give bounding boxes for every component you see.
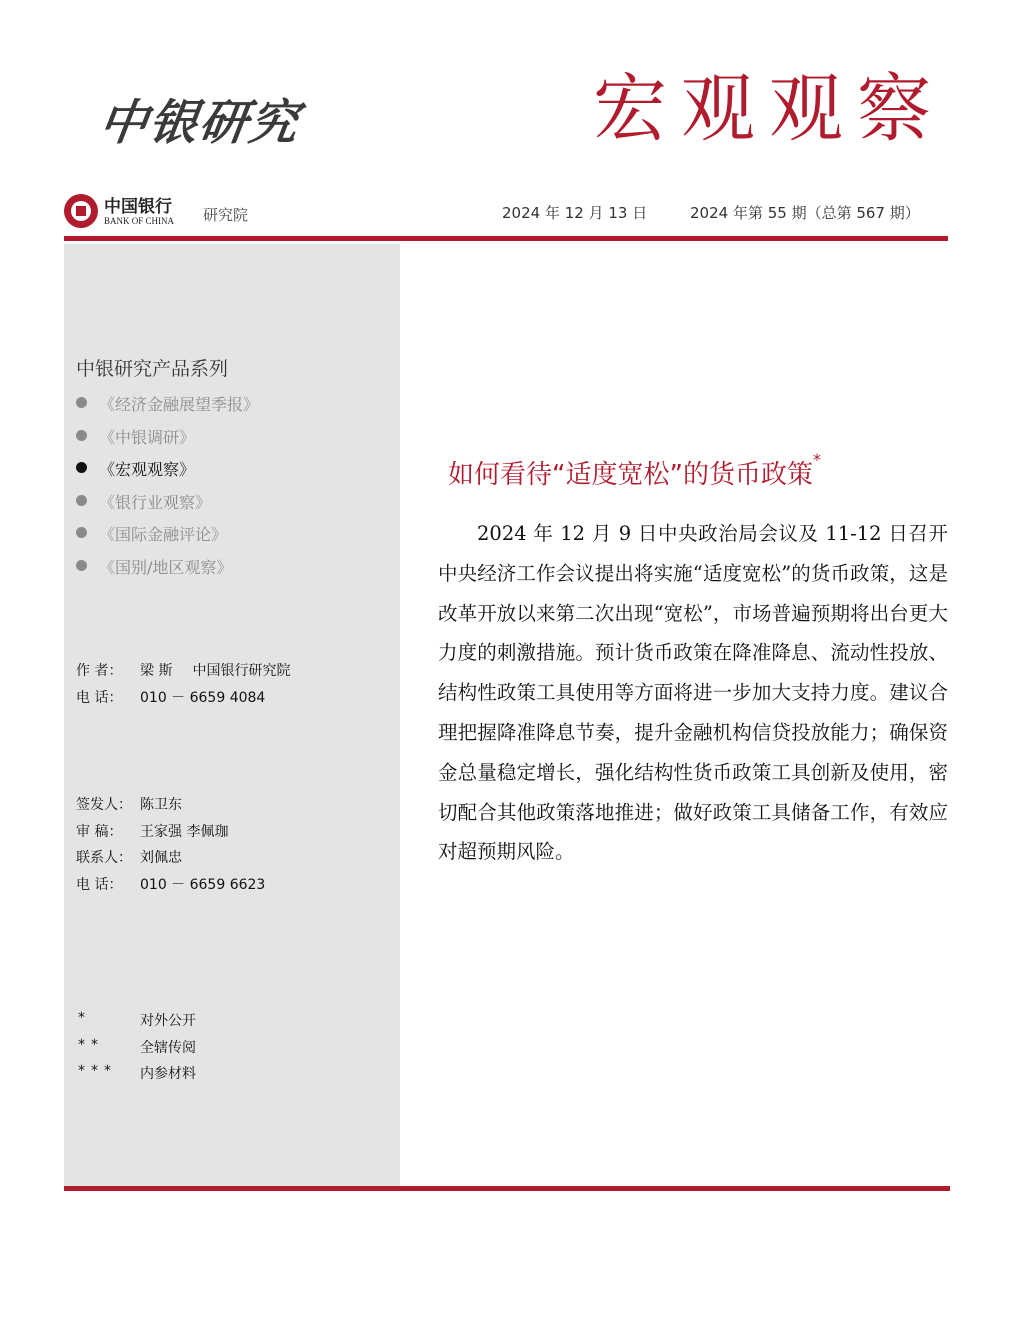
signer-label: 签发人：: [76, 797, 132, 813]
distribution-levels: [78, 1010, 196, 1090]
level-mark: ***: [78, 1063, 117, 1079]
author-row: [76, 660, 290, 687]
contact-info: [76, 794, 265, 900]
footer-divider: [64, 1186, 950, 1191]
footnote-mark: *: [812, 450, 821, 469]
bullet-icon: [76, 527, 87, 538]
contact-phone-row: [76, 874, 265, 901]
product-item-macro-observation[interactable]: [76, 457, 259, 490]
level-row: [78, 1010, 196, 1037]
author-phone-row: [76, 687, 290, 714]
product-item-label: 《中银调研》: [99, 427, 196, 447]
product-item-research[interactable]: [76, 425, 259, 458]
bullet-icon: [76, 397, 87, 408]
product-item-label: 《国别/地区观察》: [99, 557, 233, 577]
sidebar: [64, 244, 400, 1186]
article-title-text: 如何看待“适度宽松”的货币政策: [448, 460, 813, 490]
bullet-icon: [76, 560, 87, 571]
level-mark: **: [78, 1036, 104, 1053]
contact-row: [76, 847, 265, 874]
issue-number: 2024 年第 55 期（总第 567 期）: [690, 204, 920, 222]
reviewer-row: [76, 821, 265, 848]
product-item-banking[interactable]: [76, 490, 259, 523]
logo-chinese-name: 中国银行: [104, 197, 172, 217]
contact-phone: 010 － 6659 6623: [140, 876, 266, 893]
phone-label: 电 话：: [76, 689, 123, 706]
bullet-icon: [76, 430, 87, 441]
signer-row: [76, 794, 265, 821]
author-info: [76, 660, 290, 713]
header-divider: [64, 236, 948, 241]
issue-date: 2024 年 12 月 13 日: [502, 204, 648, 222]
contact-label: 联系人：: [76, 850, 132, 866]
product-item-intl-finance[interactable]: [76, 522, 259, 555]
level-row: [78, 1063, 196, 1090]
product-item-country-region[interactable]: [76, 555, 259, 588]
level-row: [78, 1037, 196, 1064]
level-mark: *: [78, 1010, 91, 1026]
sidebar-heading: 中银研究产品系列: [76, 358, 229, 380]
bullet-icon: [76, 462, 87, 473]
author-org: 中国银行研究院: [192, 663, 291, 679]
product-item-label: 《国际金融评论》: [99, 525, 228, 545]
level-label: 对外公开: [140, 1013, 196, 1029]
product-item-label: 《银行业观察》: [99, 492, 212, 512]
product-item-label: 《经济金融展望季报》: [99, 395, 260, 414]
level-label: 全辖传阅: [140, 1039, 196, 1056]
product-series-list: [76, 392, 259, 588]
phone-label: 电 话：: [76, 876, 123, 893]
product-item-label: 《宏观观察》: [99, 460, 196, 480]
article-summary: 2024 年 12 月 9 日中央政治局会议及 11-12 日召开中央经济工作会议提出将实施“适度宽松”的货币政策，这是改革开放以来第二次出现“宽松”，市场普遍预期将出台更大力度的刺激措施。预计货币政策在降准降息、流动性投放、结构性政策工具使用等方面将进一步加大支持力度。建议合理把握降准降息节奏，提升金融机构信贷投放能力；确保资金总量稳定增长，强化结构性货币政策工具创新及使用，密切配合其他政策落地推进；做好政策工具储备工作，有效应对超预期风险。: [438, 522, 948, 864]
reviewer-label: 审 稿：: [76, 823, 123, 840]
product-item-outlook[interactable]: [76, 392, 259, 425]
series-title: 宏观观察: [593, 66, 945, 152]
author-name: 梁 斯: [140, 663, 173, 679]
logo-english-name: BANK OF CHINA: [104, 216, 175, 226]
bank-of-china-logo: [64, 192, 194, 236]
institute-label: 研究院: [203, 206, 249, 224]
brand-calligraphy-logo: 中银研究: [95, 95, 304, 151]
contact-name: 刘佩忠: [140, 850, 182, 866]
signer-name: 陈卫东: [140, 797, 182, 813]
bank-logo-icon: [64, 194, 98, 228]
reviewer-names: 王家强 李佩珈: [140, 823, 229, 840]
level-label: 内参材料: [140, 1066, 196, 1082]
author-phone: 010 － 6659 4084: [140, 689, 266, 706]
author-label: 作 者：: [76, 663, 123, 679]
bullet-icon: [76, 495, 87, 506]
article-title: [448, 450, 821, 491]
